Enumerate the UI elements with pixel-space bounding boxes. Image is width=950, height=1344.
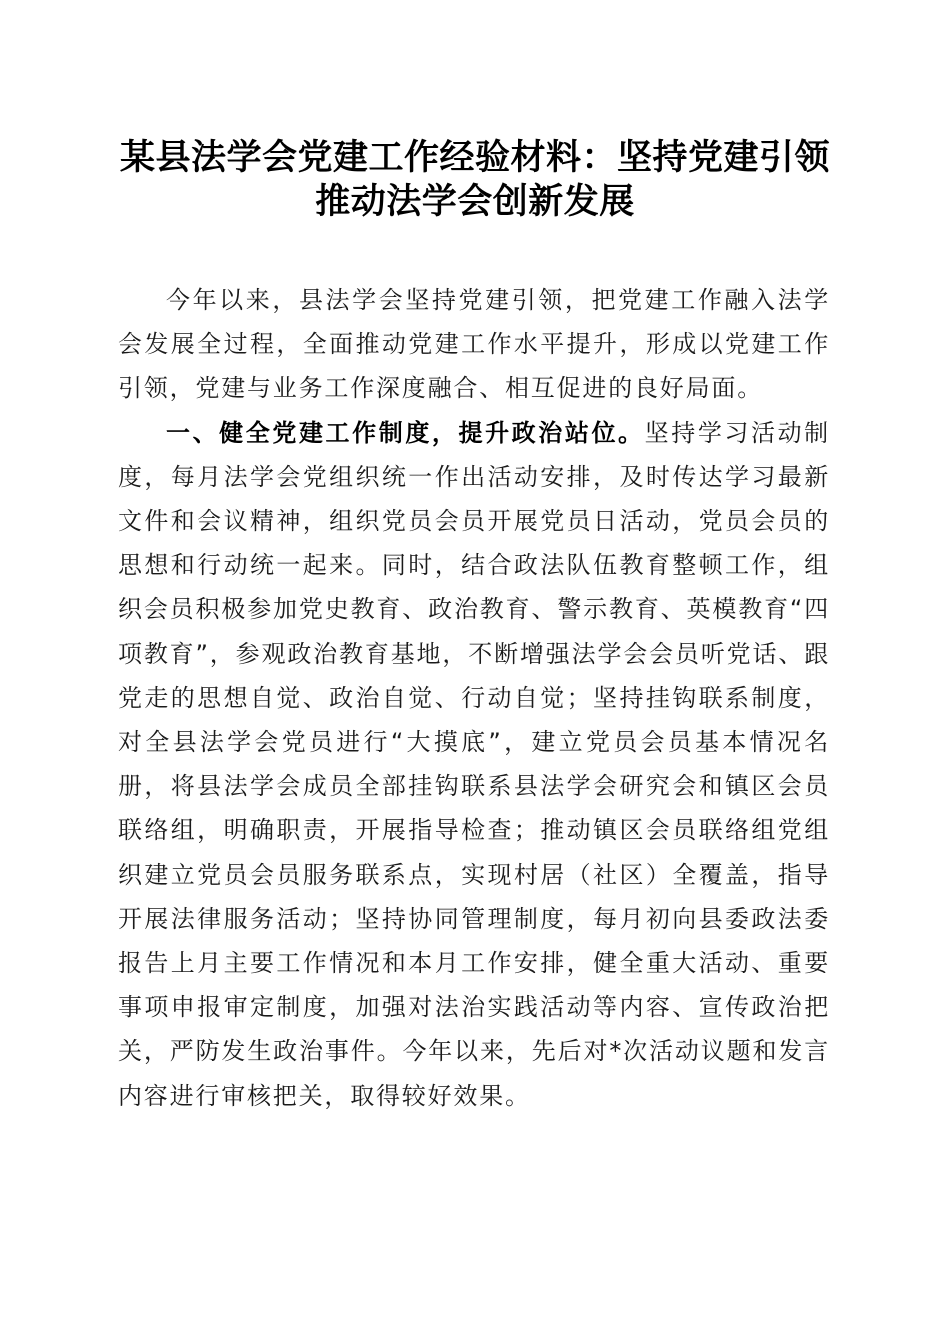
section-1-paragraph [118, 411, 830, 1118]
intro-paragraph: 今年以来，县法学会坚持党建引领，把党建工作融入法学会发展全过程，全面推动党建工作水平提升，形成以党建工作引领，党建与业务工作深度融合、相互促进的良好局面。 [118, 286, 830, 403]
section-1-heading: 一、健全党建工作制度，提升政治站位。 [166, 418, 645, 447]
document-body [118, 278, 830, 1118]
document-title [100, 136, 850, 224]
title-line-2: 推动法学会创新发展 [315, 181, 635, 222]
title-line-1: 某县法学会党建工作经验材料：坚持党建引领 [119, 137, 830, 178]
section-1-body: 坚持学习活动制度，每月法学会党组织统一作出活动安排，及时传达学习最新文件和会议精神，组织党员会员开展党员日活动，党员会员的思想和行动统一起来。同时，结合政法队伍教育整顿工作，组织会员积极参加党史教育、政治教育、警示教育、英模教育“四项教育”，参观政治教育基地，不断增强法学会会员听党话、跟党走的思想自觉、政治自觉、行动自觉；坚持挂钩联系制度，对全县法学会党员进行“大摸底”，建立党员会员基本情况名册，将县法学会成员全部挂钩联系县法学会研究会和镇区会员联络组，明确职责，开展指导检查；推动镇区会员联络组党组织建立党员会员服务联系点，实现村居（社区）全覆盖，指导开展法律服务活动；坚持协同管理制度，每月初向县委政法委报告上月主要工作情况和本月工作安排，健全重大活动、重要事项申报审定制度，加强对法治实践活动等内容、宣传政治把关，严防发生政治事件。今年以来，先后对*次活动议题和发言内容进行审核把关，取得较好效果。 [118, 418, 830, 1110]
